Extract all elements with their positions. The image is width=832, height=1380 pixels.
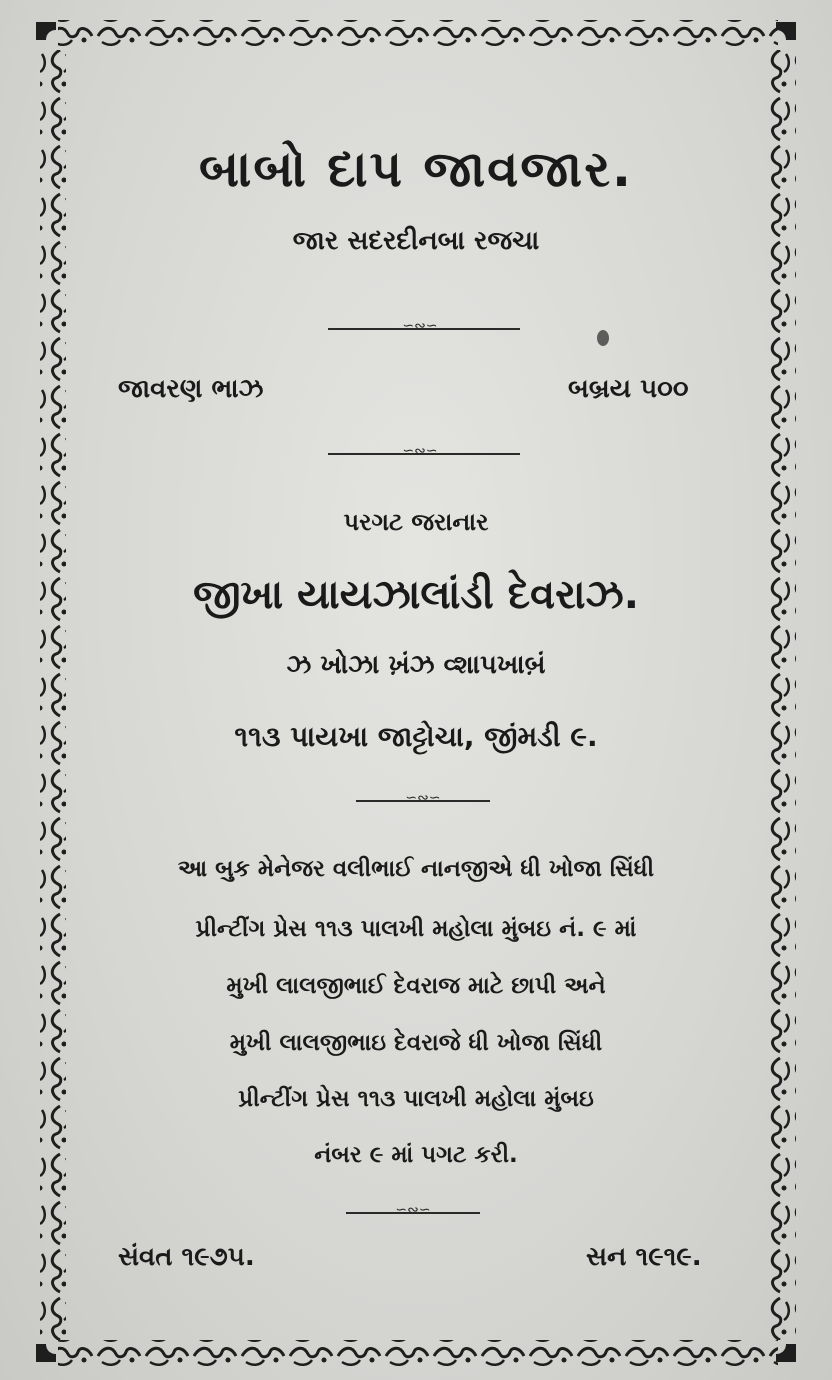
- imprint-line-4: મુખી લાલજીભાઇ દેવરાજે ધી ખોજા સિંધી: [229, 1030, 603, 1056]
- divider-1-ornament: ∽∾∽: [402, 318, 438, 334]
- book-title: બાબો દાપ જાવજાર.: [198, 140, 634, 198]
- edition-left: જાવરણ ભાઝ: [118, 374, 264, 404]
- imprint-line-6: નંબર ૯ માં પગટ કરી.: [314, 1142, 518, 1168]
- imprint-line-3: મુખી લાલજીભાઈ દેવરાજ માટે છાપી અને: [226, 973, 606, 999]
- publisher-name: જીખા યાયઝાલાંડી દેવરાઝ.: [193, 572, 639, 618]
- publisher-line-2: ઝ ખોઝા ખ઼ંઝ વ્શાપખાબ઼ં: [286, 650, 546, 680]
- divider-2-ornament: ∽∾∽: [402, 443, 438, 459]
- divider-4-ornament: ∽∾∽: [395, 1202, 431, 1218]
- divider-3-ornament: ∽∾∽: [405, 790, 441, 806]
- edition-right: બબ્રય ૫૦૦: [568, 374, 689, 404]
- publisher-label: પરગટ જરાનાર: [343, 508, 489, 536]
- footer-samvat-year: સંવત ૧૯૭૫.: [118, 1242, 255, 1272]
- imprint-line-5: પ્રીન્ટીંગ પ્રેસ ૧૧૩ પાલખી મહોલા મુંબઇ: [238, 1086, 594, 1112]
- imprint-line-1: આ બુક મેનેજર વલીભાઈ નાનજીએ ધી ખોજા સિંધી: [177, 856, 655, 882]
- imprint-line-2: પ્રીન્ટીંગ પ્રેસ ૧૧૩ પાલખી મહોલા મુંબઇ નં. ૯ માં: [195, 916, 637, 942]
- publisher-address: ૧૧૩ પાયખા જાટ્ટોચા, જીંમડી ૯.: [234, 720, 598, 753]
- footer-ce-year: સન ૧૯૧૯.: [586, 1242, 702, 1272]
- book-subtitle: જાર સદરદીનબા રજચા: [292, 226, 540, 256]
- ink-spot: [597, 330, 609, 346]
